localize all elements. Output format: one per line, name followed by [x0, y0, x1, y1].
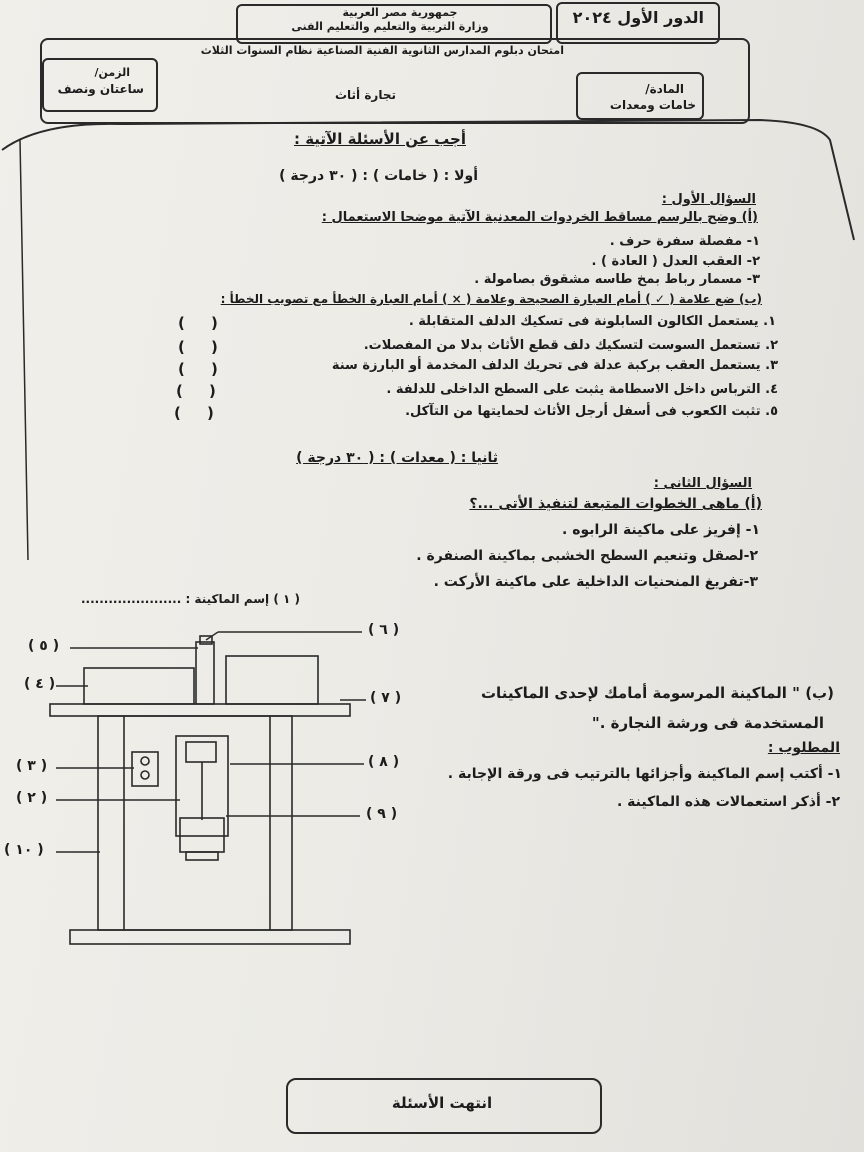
q2-b-item-2: ٢- أذكر استعمالات هذه الماكينة . — [616, 794, 840, 810]
q2-b-item-1: ١- أكتب إسم الماكينة وأجزائها بالترتيب فى ورقة الإجابة . — [447, 766, 842, 782]
q2-b-line-1: (ب) " الماكينة المرسومة أمامك لإحدى الماكينات — [480, 684, 834, 702]
instruction: أجب عن الأسئلة الآتية : — [293, 130, 466, 148]
answer-paren-4: ( ) — [176, 382, 216, 400]
exam-title: امتحان دبلوم المدارس الثانوية الفنية الصناعية نظام السنوات الثلاث — [200, 44, 564, 57]
footer-text: انتهت الأسئلة — [391, 1094, 493, 1112]
diagram-label-4: ( ٤ ) — [24, 676, 56, 692]
q1-b-item-2: ٢. تستعمل السوست لتسكيك دلف قطع الأثاث بدلا من المفصلات. — [363, 338, 778, 353]
exam-session: الدور الأول ٢٠٢٤ — [572, 8, 704, 27]
q2-title: السؤال الثانى : — [653, 476, 752, 491]
specialization: تجارة أثاث — [334, 88, 396, 102]
q2-a-item-2: ٢-لصقل وتنعيم السطح الخشبى بماكينة الصنفرة . — [416, 548, 758, 564]
q2-a-item-3: ٣-تفريغ المنحنيات الداخلية على ماكينة الأركت . — [433, 574, 758, 590]
time-label: الزمن/ — [94, 66, 130, 79]
diagram-label-5: ( ٥ ) — [28, 638, 60, 654]
part1-title: أولا : ( خامات ) : ( ٣٠ درجة ) — [279, 168, 478, 184]
q2-a-item-1: ١- إفريز على ماكينة الرابوه . — [562, 522, 760, 538]
required-label: المطلوب : — [767, 740, 840, 756]
part2-title: ثانيا : ( معدات ) : ( ٣٠ درجة ) — [296, 450, 498, 466]
q1-a-item-2: ٢- العقب العدل ( العادة ) . — [591, 254, 760, 269]
ministry-name: وزارة التربية والتعليم والتعليم الفنى — [291, 20, 489, 33]
q1-title: السؤال الأول : — [661, 192, 756, 207]
answer-paren-2: ( ) — [178, 338, 218, 356]
diagram-label-6: ( ٦ ) — [368, 622, 400, 638]
q1-b-item-4: ٤. الترباس داخل الاسطامة يثبت على السطح الداخلى للدلفة . — [386, 382, 778, 397]
q2-b-line-2: المستخدمة فى ورشة النجارة ." — [591, 714, 824, 732]
answer-paren-5: ( ) — [174, 404, 214, 422]
q1-a-item-1: ١- مفصلة سفرة حرف . — [609, 234, 760, 249]
q1-b-title: (ب) ضع علامة ( ✓ ) أمام العبارة الصحيحة وعلامة ( × ) أمام العبارة الخطأ مع تصويب الخطأ : — [220, 292, 762, 306]
subject-label: المادة/ — [645, 82, 684, 96]
machine-name-label: ( ١ ) إسم الماكينة : ...................... — [80, 592, 300, 606]
answer-paren-3: ( ) — [178, 360, 218, 378]
diagram-label-10: ( ١٠ ) — [4, 842, 44, 858]
diagram-label-3: ( ٣ ) — [16, 758, 48, 774]
diagram-label-8: ( ٨ ) — [368, 754, 400, 770]
q1-b-item-1: ١. يستعمل الكالون السابلونة فى تسكيك الدلف المتقابلة . — [408, 314, 776, 329]
q2-a-title: (أ) ماهى الخطوات المتبعة لتنفيذ الأتى ...؟ — [469, 496, 762, 512]
diagram-label-7: ( ٧ ) — [370, 690, 402, 706]
q1-a-item-3: ٣- مسمار رباط بمخ طاسه مشقوق بصامولة . — [474, 272, 760, 287]
republic-name: جمهورية مصر العربية — [342, 6, 458, 19]
time-value: ساعتان ونصف — [57, 82, 144, 96]
q1-a-title: (أ) وضح بالرسم مساقط الخردوات المعدنية الآتية موضحا الاستعمال : — [321, 210, 758, 225]
diagram-label-9: ( ٩ ) — [366, 806, 398, 822]
diagram-label-2: ( ٢ ) — [16, 790, 48, 806]
subject-value: خامات ومعدات — [609, 98, 696, 112]
q1-b-item-5: ٥. تثبت الكعوب فى أسفل أرجل الأثاث لحمايتها من التآكل. — [405, 404, 778, 419]
answer-paren-1: ( ) — [178, 314, 218, 332]
q1-b-item-3: ٣. يستعمل العقب بركبة عدلة فى تحريك الدلف المخدمة أو البارزة سنة — [331, 358, 778, 373]
